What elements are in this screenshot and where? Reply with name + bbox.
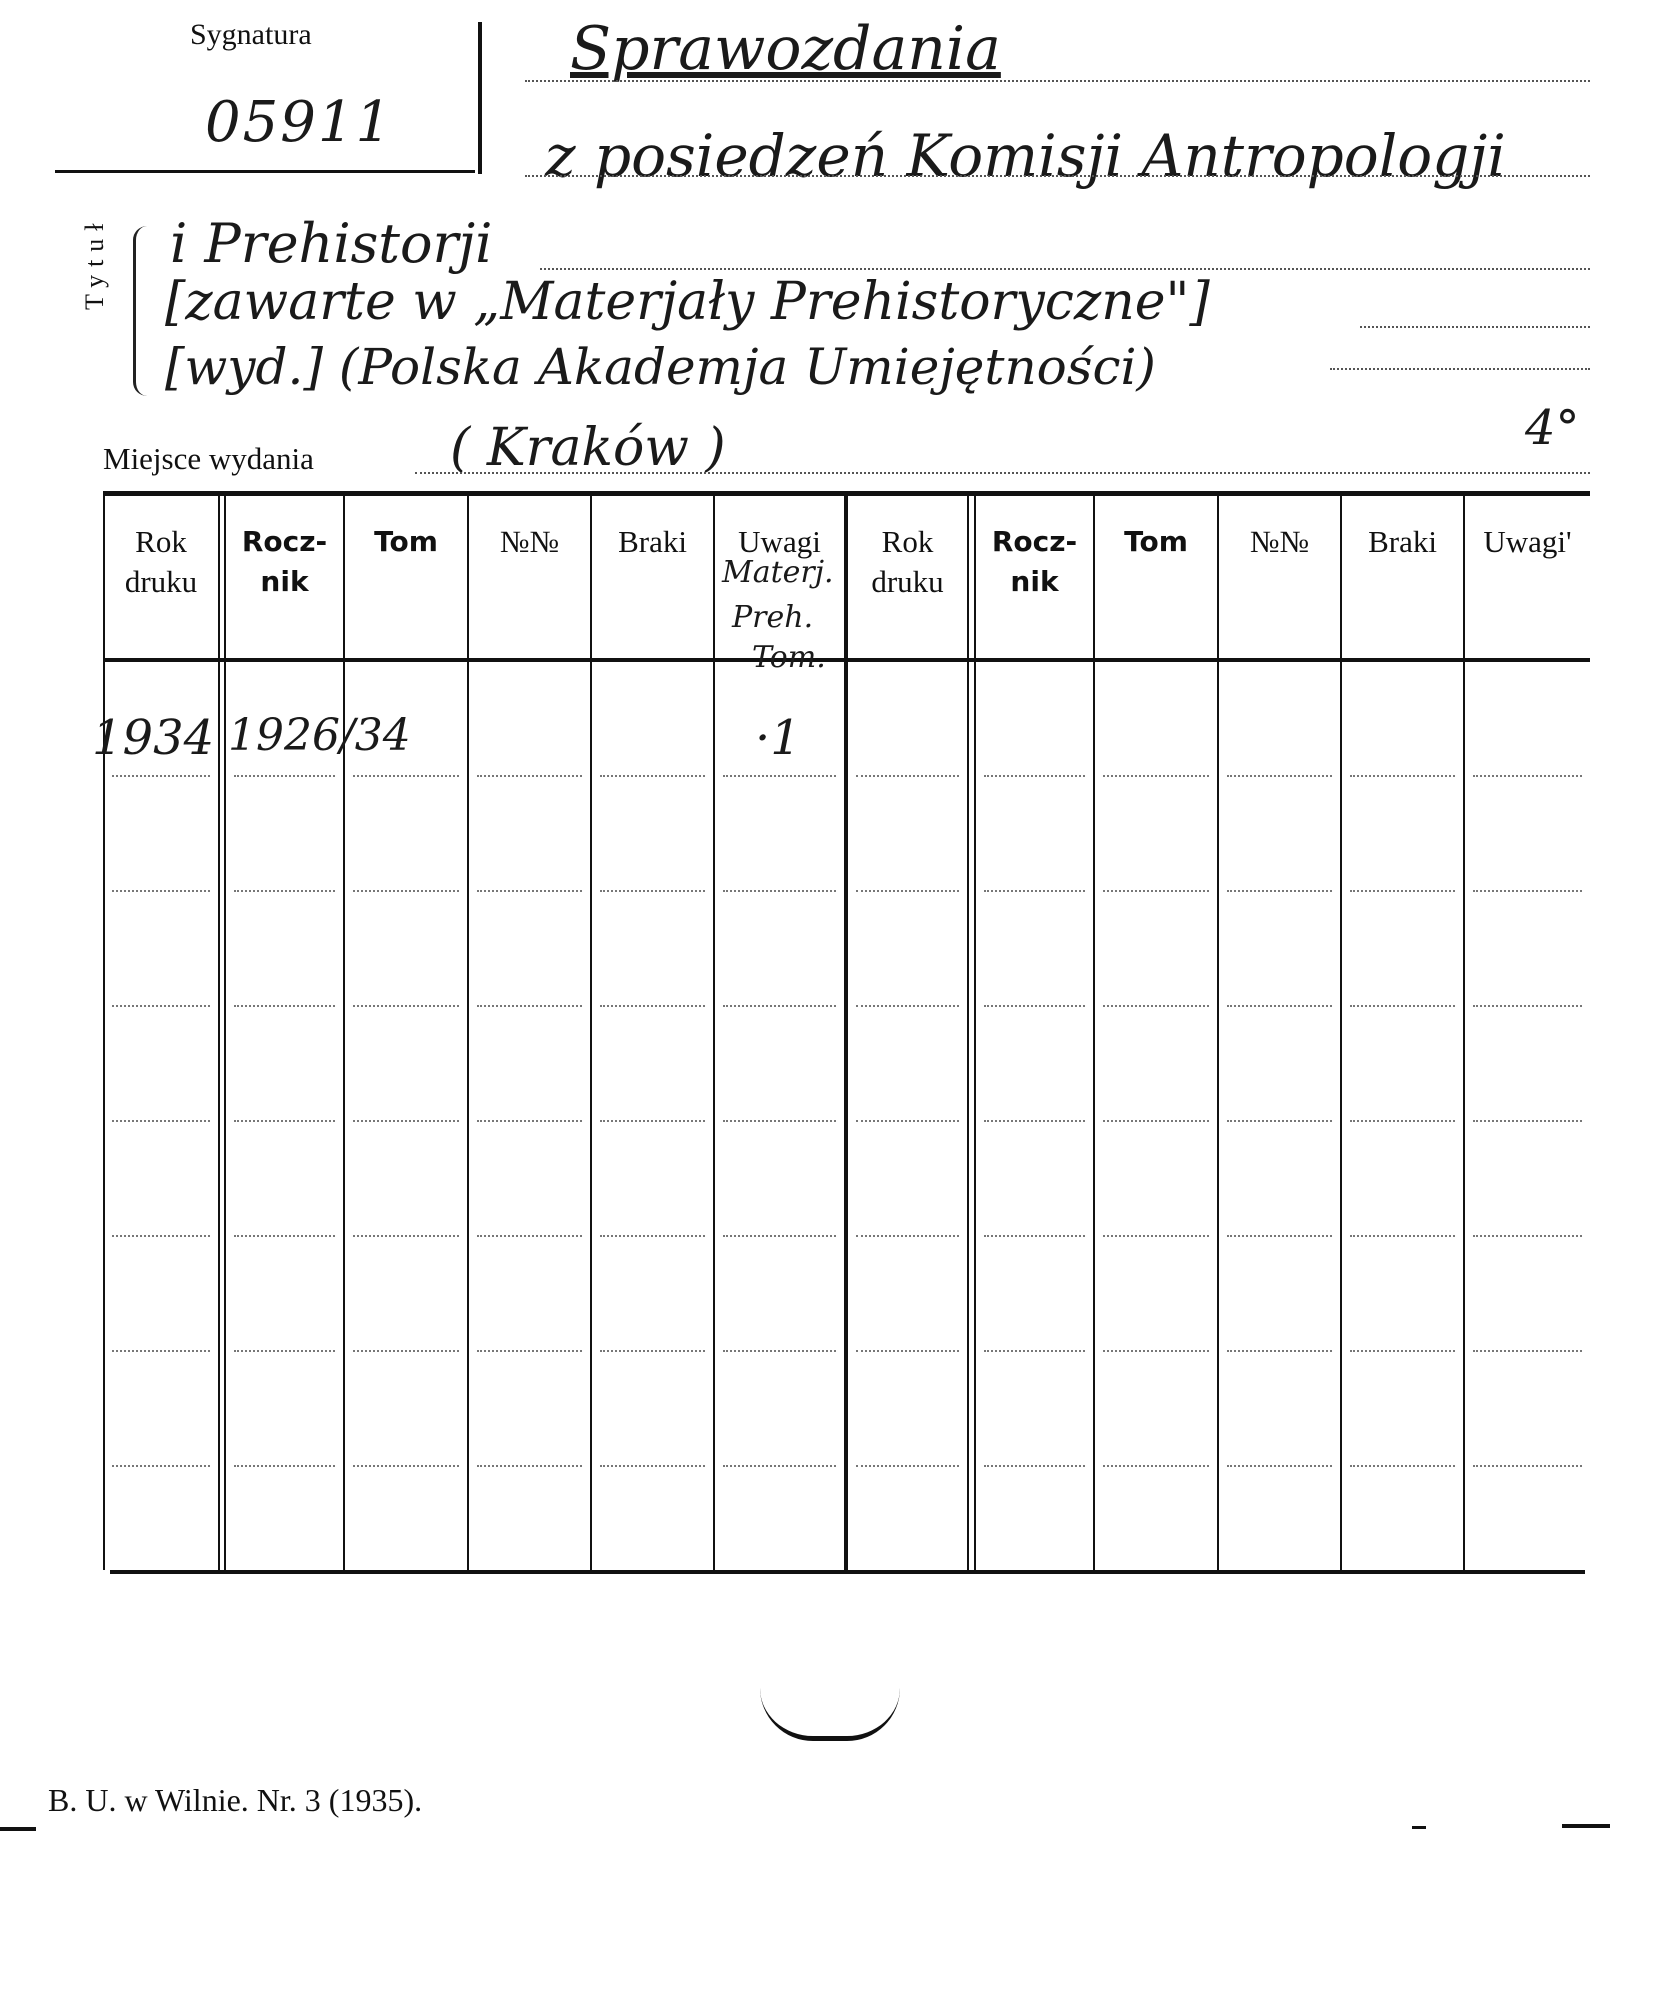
entry-rocznik: 1926/34 bbox=[228, 710, 411, 761]
row-dot-segment bbox=[600, 1005, 705, 1007]
row-dot-segment bbox=[723, 775, 836, 777]
row-dot-segment bbox=[112, 775, 210, 777]
row-dot-segment bbox=[477, 1005, 582, 1007]
row-dot-segment bbox=[1473, 890, 1582, 892]
row-dot-segment bbox=[1103, 1120, 1209, 1122]
row-dot-segment bbox=[1473, 1005, 1582, 1007]
row-dot-segment bbox=[600, 890, 705, 892]
row-dot-segment bbox=[112, 1350, 210, 1352]
edge-mark-left bbox=[0, 1827, 36, 1831]
row-dot-segment bbox=[1103, 1235, 1209, 1237]
title-line-1: Sprawozdania bbox=[570, 14, 1001, 84]
row-dot-segment bbox=[984, 1350, 1085, 1352]
signature-label: Sygnatura bbox=[190, 18, 312, 51]
col-line bbox=[467, 496, 469, 1570]
row-dot-segment bbox=[856, 1465, 959, 1467]
row-dot-segment bbox=[984, 1005, 1085, 1007]
header-rocznik-2: Rocz- nik bbox=[991, 525, 1078, 598]
row-dot-segment bbox=[600, 1465, 705, 1467]
row-dot-segment bbox=[1227, 890, 1332, 892]
row-dot-segment bbox=[234, 1350, 335, 1352]
row-dot-segment bbox=[234, 1235, 335, 1237]
row-dot-segment bbox=[477, 890, 582, 892]
title-dots-5 bbox=[1330, 368, 1590, 370]
row-dot-segment bbox=[984, 775, 1085, 777]
row-dot-segment bbox=[1350, 1350, 1455, 1352]
signature-divider bbox=[478, 22, 482, 174]
row-dot-segment bbox=[600, 1350, 705, 1352]
row-dot-segment bbox=[112, 1235, 210, 1237]
row-dot-segment bbox=[1103, 890, 1209, 892]
row-dot-segment bbox=[234, 1120, 335, 1122]
row-dot-segment bbox=[1350, 890, 1455, 892]
col-line bbox=[343, 496, 345, 1570]
row-dot-segment bbox=[353, 1465, 459, 1467]
entry-uwagi: ·1 bbox=[755, 710, 801, 766]
row-dot-segment bbox=[1350, 1120, 1455, 1122]
title-dots-1 bbox=[525, 80, 1590, 82]
row-dot-segment bbox=[723, 1465, 836, 1467]
row-dot-segment bbox=[723, 1120, 836, 1122]
header-braki-1: Braki bbox=[618, 524, 687, 559]
header-numbers-2: №№ bbox=[1249, 524, 1310, 559]
row-dot-segment bbox=[1473, 1235, 1582, 1237]
format-value: 4° bbox=[1525, 400, 1580, 456]
row-dot-segment bbox=[1227, 775, 1332, 777]
place-dots bbox=[415, 472, 1590, 474]
row-dot-segment bbox=[1103, 1005, 1209, 1007]
title-line-5: [wyd.] (Polska Akademja Umiejętności) bbox=[165, 338, 1156, 396]
row-dot-segment bbox=[1350, 1465, 1455, 1467]
row-dot-segment bbox=[353, 775, 459, 777]
row-dot-segment bbox=[856, 775, 959, 777]
row-dot-segment bbox=[353, 1005, 459, 1007]
title-bracket bbox=[133, 226, 150, 396]
uwagi-note-line-3: Tom. bbox=[752, 640, 826, 675]
title-dots-3 bbox=[540, 268, 1590, 270]
title-line-2: z posiedzeń Komisji Antropologji bbox=[545, 122, 1506, 190]
row-dot-segment bbox=[723, 1350, 836, 1352]
col-line bbox=[1093, 496, 1095, 1570]
bottom-mark bbox=[760, 1688, 900, 1741]
row-dot-segment bbox=[234, 890, 335, 892]
title-dots-4 bbox=[1360, 326, 1590, 328]
row-dot-segment bbox=[1103, 775, 1209, 777]
row-dot-segment bbox=[856, 1235, 959, 1237]
header-braki-2: Braki bbox=[1368, 524, 1437, 559]
row-dot-segment bbox=[1227, 1235, 1332, 1237]
row-dot-segment bbox=[234, 1005, 335, 1007]
edge-mark-right bbox=[1562, 1824, 1610, 1828]
row-dot-segment bbox=[1103, 1465, 1209, 1467]
row-dot-segment bbox=[1103, 1350, 1209, 1352]
row-dot-segment bbox=[984, 890, 1085, 892]
row-dot-segment bbox=[477, 1350, 582, 1352]
signature-value: 05911 bbox=[205, 90, 394, 155]
col-line bbox=[218, 496, 220, 1570]
title-dots-2 bbox=[525, 175, 1590, 177]
col-line bbox=[967, 496, 969, 1570]
header-rok-druku-1: Rok druku bbox=[124, 524, 198, 599]
title-line-3: i Prehistorji bbox=[170, 212, 493, 275]
col-line bbox=[1463, 496, 1465, 1570]
row-dot-segment bbox=[112, 1120, 210, 1122]
row-dot-segment bbox=[600, 1120, 705, 1122]
header-numbers-1: №№ bbox=[499, 524, 560, 559]
row-dot-segment bbox=[1473, 1120, 1582, 1122]
signature-underline bbox=[55, 170, 475, 173]
col-line bbox=[103, 496, 105, 1570]
row-dot-segment bbox=[723, 1005, 836, 1007]
row-dot-segment bbox=[353, 1120, 459, 1122]
row-dot-segment bbox=[1350, 1005, 1455, 1007]
header-tom-1: Tom bbox=[374, 525, 438, 558]
edge-mark-right-small bbox=[1412, 1826, 1426, 1829]
row-dot-segment bbox=[112, 1005, 210, 1007]
row-dot-segment bbox=[353, 1235, 459, 1237]
row-dot-segment bbox=[234, 1465, 335, 1467]
row-dot-segment bbox=[984, 1235, 1085, 1237]
uwagi-note-line-2: Preh. bbox=[732, 600, 814, 635]
row-dot-segment bbox=[856, 1350, 959, 1352]
entry-rok-druku: 1934 bbox=[92, 710, 215, 766]
place-label: Miejsce wydania bbox=[103, 441, 314, 476]
row-dot-segment bbox=[353, 1350, 459, 1352]
row-dot-segment bbox=[234, 775, 335, 777]
row-dot-segment bbox=[984, 1465, 1085, 1467]
row-dot-segment bbox=[477, 1120, 582, 1122]
col-line bbox=[224, 496, 226, 1570]
col-line bbox=[974, 496, 976, 1570]
row-dot-segment bbox=[984, 1120, 1085, 1122]
row-dot-segment bbox=[1473, 775, 1582, 777]
row-dot-segment bbox=[1473, 1465, 1582, 1467]
row-dot-segment bbox=[477, 1235, 582, 1237]
place-value: ( Kraków ) bbox=[450, 418, 726, 478]
row-dot-segment bbox=[723, 1235, 836, 1237]
col-line bbox=[1217, 496, 1219, 1570]
row-dot-segment bbox=[856, 1120, 959, 1122]
header-uwagi-1: Uwagi bbox=[738, 524, 821, 559]
col-line bbox=[1340, 496, 1342, 1570]
row-dot-segment bbox=[1227, 1465, 1332, 1467]
uwagi-note-line-1: Materj. bbox=[722, 555, 834, 590]
row-dot-segment bbox=[112, 890, 210, 892]
row-dot-segment bbox=[477, 775, 582, 777]
row-dot-segment bbox=[1350, 775, 1455, 777]
row-dot-segment bbox=[600, 1235, 705, 1237]
table-center-divider bbox=[844, 496, 848, 1570]
header-rok-druku-2: Rok druku bbox=[871, 524, 944, 599]
header-uwagi-2: Uwagi' bbox=[1483, 524, 1572, 559]
row-dot-segment bbox=[856, 890, 959, 892]
title-line-4: [zawarte w „Materjały Prehistoryczne"] bbox=[165, 272, 1210, 332]
table-bottom-rule bbox=[110, 1570, 1585, 1574]
footer-text: B. U. w Wilnie. Nr. 3 (1935). bbox=[48, 1782, 423, 1818]
row-dot-segment bbox=[1473, 1350, 1582, 1352]
row-dot-segment bbox=[112, 1465, 210, 1467]
header-rocznik-1: Rocz- nik bbox=[241, 525, 328, 598]
col-line bbox=[713, 496, 715, 1570]
row-dot-segment bbox=[1227, 1120, 1332, 1122]
row-dot-segment bbox=[353, 890, 459, 892]
row-dot-segment bbox=[723, 890, 836, 892]
header-tom-2: Tom bbox=[1124, 525, 1188, 558]
row-dot-segment bbox=[1227, 1350, 1332, 1352]
row-dot-segment bbox=[477, 1465, 582, 1467]
row-dot-segment bbox=[1350, 1235, 1455, 1237]
row-dot-segment bbox=[856, 1005, 959, 1007]
col-line bbox=[590, 496, 592, 1570]
row-dot-segment bbox=[600, 775, 705, 777]
row-dot-segment bbox=[1227, 1005, 1332, 1007]
title-label: Tytuł bbox=[80, 215, 109, 310]
